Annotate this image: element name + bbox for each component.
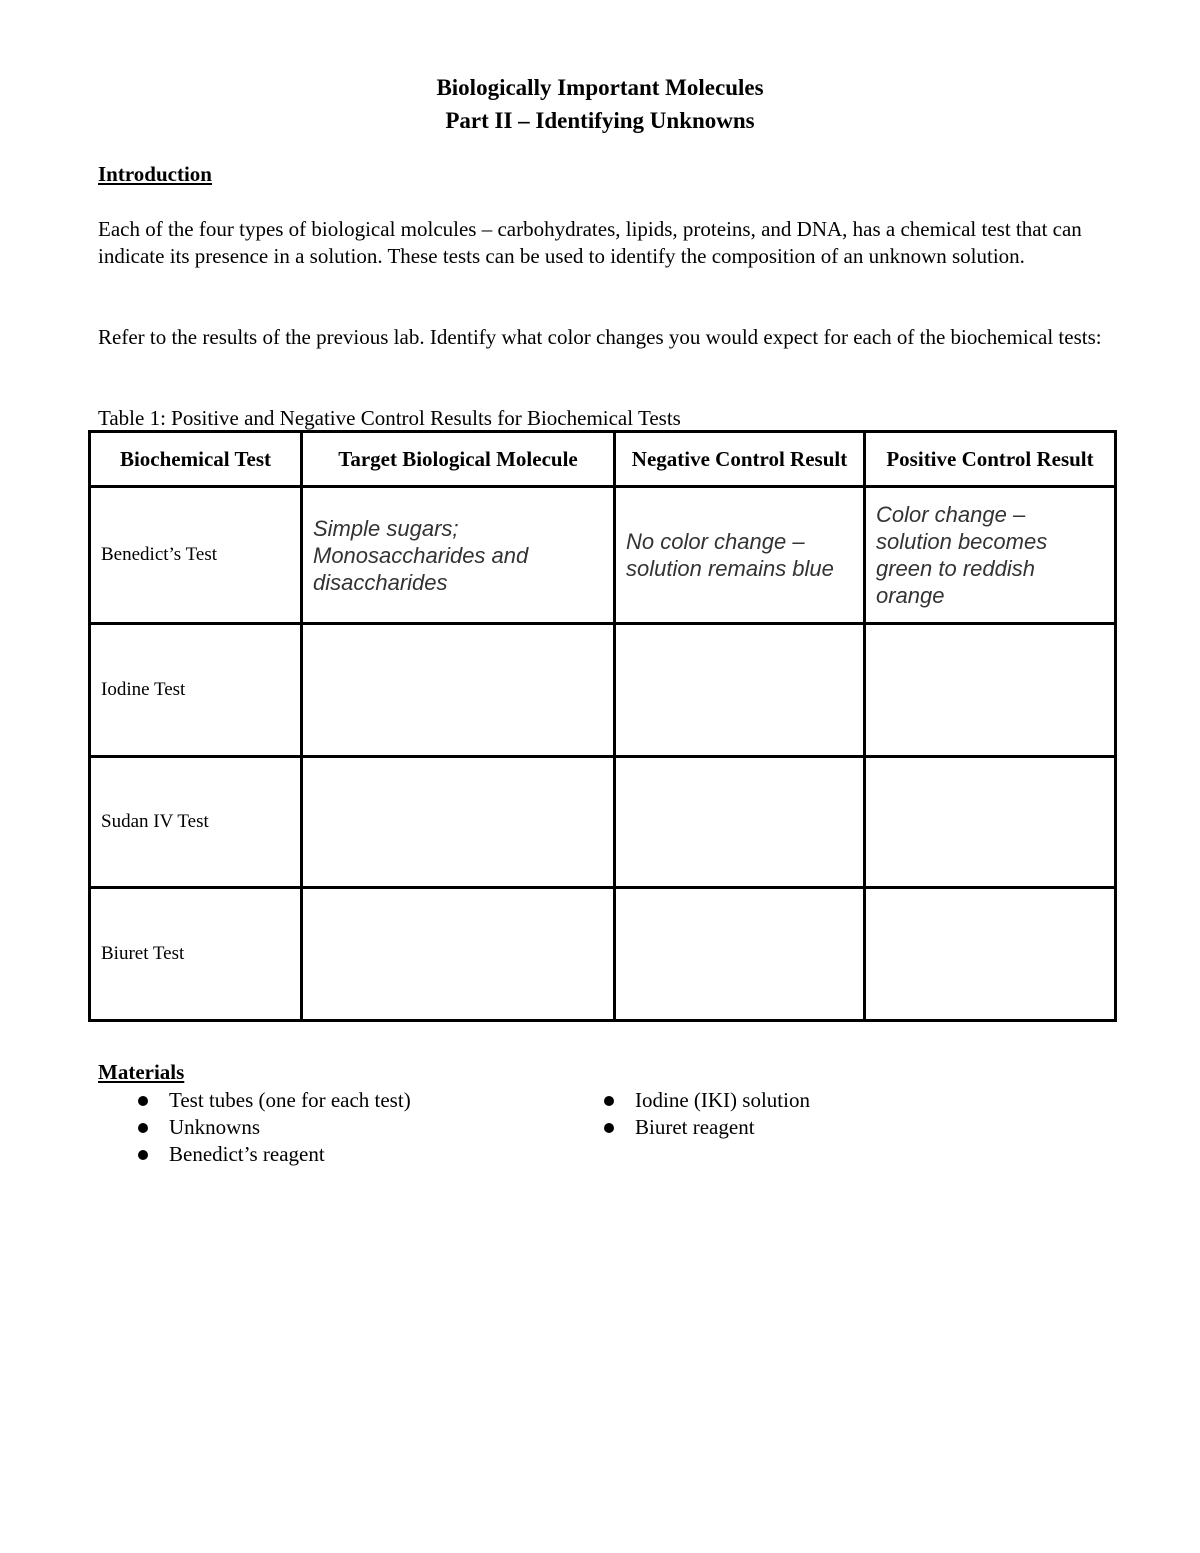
bullet-icon (138, 1123, 148, 1133)
materials-left-column (136, 1087, 411, 1168)
header-negative-control: Negative Control Result (615, 432, 865, 487)
introduction-paragraph: Each of the four types of biological molcules – carbohydrates, lipids, proteins, and DNA, has a chemical test that can indicate its presence in a solution. These tests can be used to identify the composition of an unknown solution. (98, 217, 1082, 268)
materials-list (0, 1087, 1200, 1177)
material-label: Test tubes (one for each test) (169, 1088, 411, 1112)
positive-result-cell[interactable] (865, 624, 1116, 757)
positive-result-cell: Color change – solution becomes green to reddish orange (865, 487, 1116, 624)
instructions-paragraph: Refer to the results of the previous lab. Identify what color changes you would expect for each of the biochemical tests: (98, 325, 1102, 349)
document-subtitle: Part II – Identifying Unknowns (445, 108, 755, 133)
bullet-icon (138, 1150, 148, 1160)
negative-result-cell[interactable] (615, 624, 865, 757)
material-label: Benedict’s reagent (169, 1142, 325, 1166)
table-caption: Table 1: Positive and Negative Control Results for Biochemical Tests (98, 406, 681, 430)
table-header-row (90, 432, 1116, 487)
table-row (90, 757, 1116, 888)
target-molecule-cell[interactable] (302, 757, 615, 888)
bullet-icon (604, 1123, 614, 1133)
control-results-table (88, 430, 1117, 1022)
material-label: Unknowns (169, 1115, 261, 1139)
negative-result-cell[interactable] (615, 757, 865, 888)
bullet-icon (604, 1096, 614, 1106)
positive-result-cell[interactable] (865, 888, 1116, 1021)
negative-result-cell: No color change – solution remains blue (615, 487, 865, 624)
test-name-cell: Biuret Test (90, 888, 302, 1021)
bullet-icon (138, 1096, 148, 1106)
target-molecule-cell: Simple sugars; Monosaccharides and disaccharides (302, 487, 615, 624)
target-molecule-cell[interactable] (302, 624, 615, 757)
list-item (136, 1141, 411, 1168)
material-label: Iodine (IKI) solution (635, 1088, 810, 1112)
list-item (136, 1087, 411, 1114)
materials-heading: Materials (98, 1060, 185, 1084)
list-item (602, 1087, 810, 1114)
list-item (136, 1114, 411, 1141)
header-target-molecule: Target Biological Molecule (302, 432, 615, 487)
header-biochemical-test: Biochemical Test (90, 432, 302, 487)
positive-result-cell[interactable] (865, 757, 1116, 888)
material-label: Biuret reagent (635, 1115, 755, 1139)
document-title: Biologically Important Molecules (436, 75, 764, 100)
list-item (602, 1114, 810, 1141)
target-molecule-cell[interactable] (302, 888, 615, 1021)
table-row (90, 487, 1116, 624)
header-positive-control: Positive Control Result (865, 432, 1116, 487)
table-row (90, 624, 1116, 757)
test-name-cell: Iodine Test (90, 624, 302, 757)
materials-right-column (602, 1087, 810, 1141)
test-name-cell: Sudan IV Test (90, 757, 302, 888)
negative-result-cell[interactable] (615, 888, 865, 1021)
introduction-heading: Introduction (98, 162, 212, 186)
table-row (90, 888, 1116, 1021)
test-name-cell: Benedict’s Test (90, 487, 302, 624)
